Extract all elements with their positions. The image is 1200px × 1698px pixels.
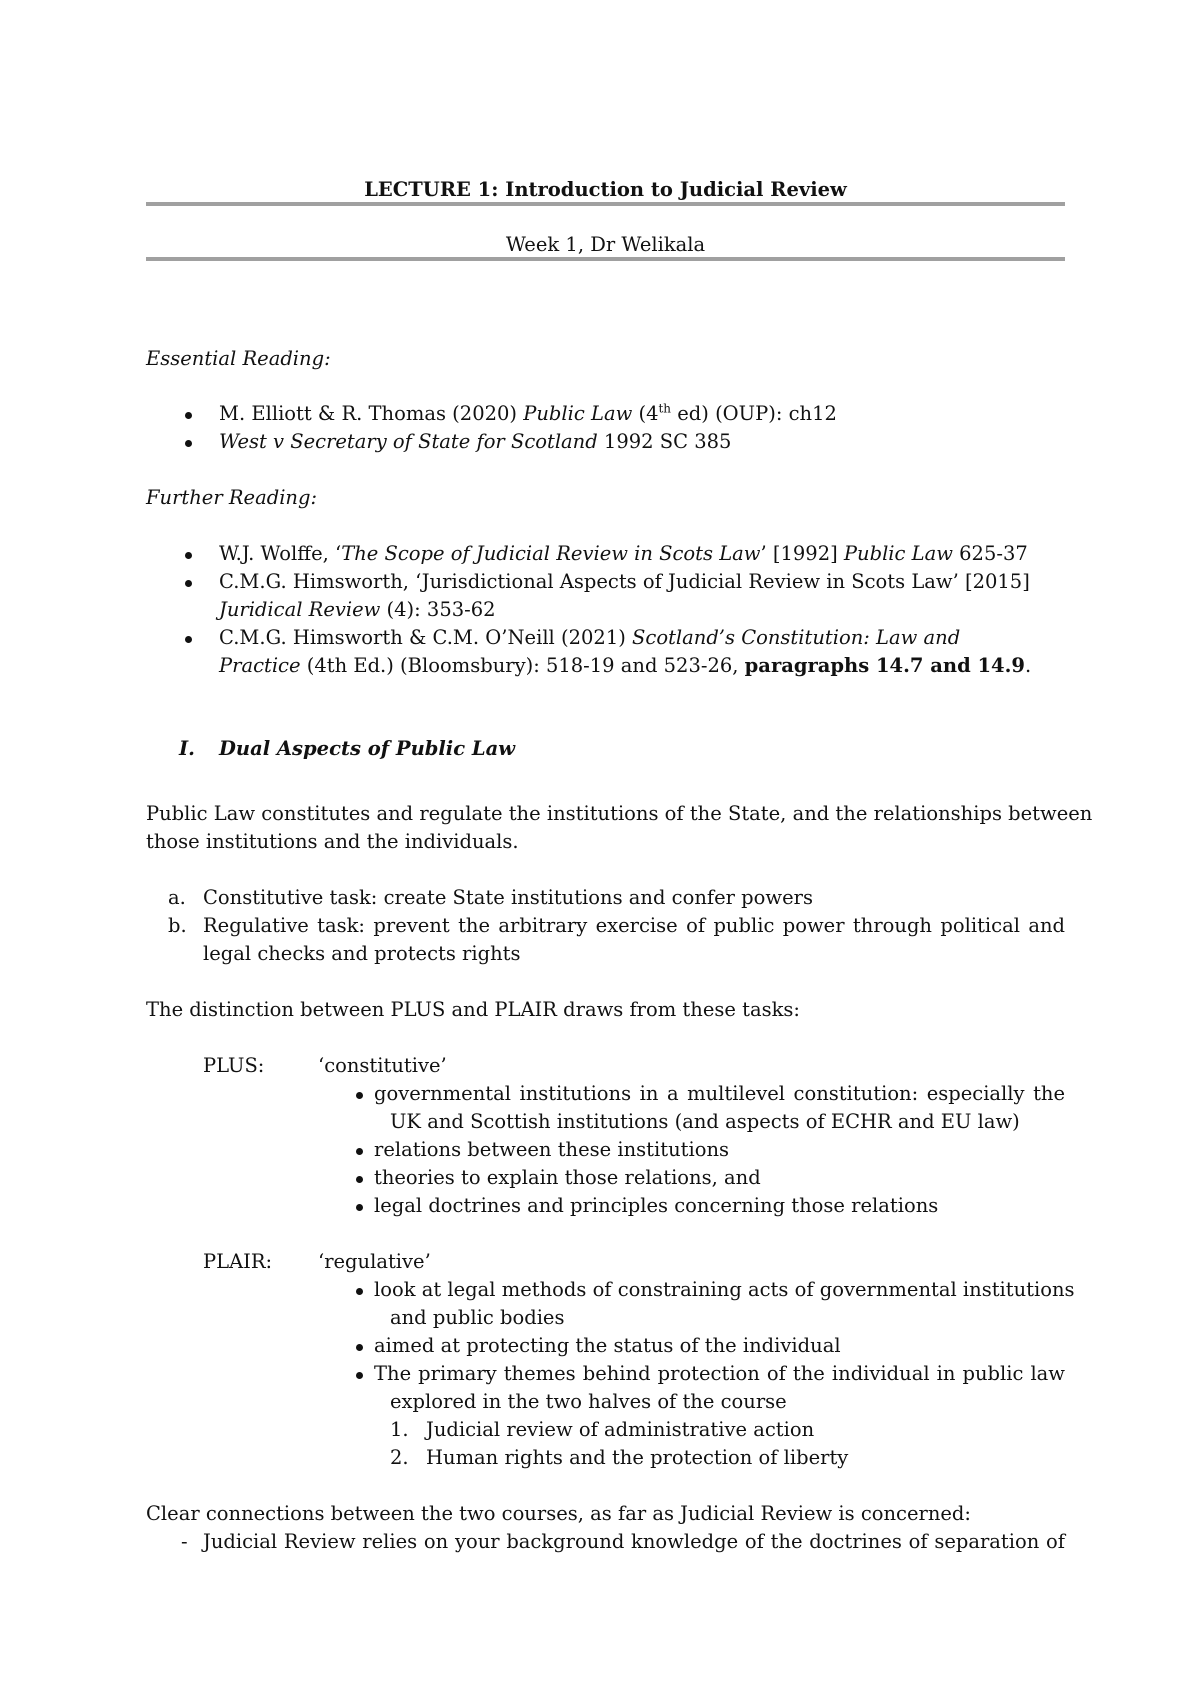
paragraph-line: those institutions and the individuals. <box>146 830 519 853</box>
item-text: (4 <box>632 402 659 425</box>
item-sup: th <box>658 401 672 416</box>
bullet-icon <box>185 552 192 559</box>
item-title: The Scope of Judicial Review in Scots Law <box>341 542 761 565</box>
plair-bullet: look at legal methods of constraining acts of governmental institutions <box>374 1278 1075 1301</box>
numbered-item: Human rights and the protection of liberty <box>426 1446 849 1469</box>
numbered-marker: 2. <box>390 1446 409 1469</box>
plus-label: PLUS: <box>203 1054 265 1077</box>
item-text: C.M.G. Himsworth & C.M. O’Neill (2021) <box>219 626 633 649</box>
plus-bullet: theories to explain those relations, and <box>374 1166 761 1189</box>
item-title: Practice <box>219 654 301 677</box>
bullet-icon <box>356 1372 363 1379</box>
dash-marker: - <box>181 1530 188 1553</box>
bullet-icon <box>185 636 192 643</box>
item-text: . <box>1024 654 1032 677</box>
item-text: W.J. Wolffe, ‘ <box>219 542 342 565</box>
item-text: 1992 SC 385 <box>597 430 732 453</box>
item-title: Scotland’s Constitution: Law and <box>632 626 961 649</box>
paragraph-line: Clear connections between the two courses, as far as Judicial Review is concerned: <box>146 1502 971 1525</box>
list-item: Constitutive task: create State institutions and confer powers <box>203 886 813 909</box>
item-text: C.M.G. Himsworth, ‘Jurisdictional Aspects of Judicial Review in Scots Law’ [2015] <box>219 570 1030 593</box>
list-marker: a. <box>168 886 186 909</box>
item-text: M. Elliott & R. Thomas (2020) <box>219 402 524 425</box>
plus-bullet: legal doctrines and principles concerning those relations <box>374 1194 939 1217</box>
plair-bullet: The primary themes behind protection of the individual in public law <box>374 1362 1065 1385</box>
paragraph-line: Public Law constitutes and regulate the institutions of the State, and the relationships between <box>146 802 1093 825</box>
bullet-icon <box>356 1092 363 1099</box>
item-text: 625-37 <box>952 542 1028 565</box>
page-subtitle: Week 1, Dr Welikala <box>505 233 706 256</box>
bullet-icon <box>185 412 192 419</box>
bullet-icon <box>185 440 192 447</box>
numbered-marker: 1. <box>390 1418 409 1441</box>
list-item: Regulative task: prevent the arbitrary exercise of public power through political and <box>203 914 1065 937</box>
essential-reading-item <box>219 400 837 428</box>
item-title: Public Law <box>523 402 633 425</box>
item-title: West v Secretary of State for Scotland <box>219 430 598 453</box>
list-marker: b. <box>168 914 187 937</box>
bullet-icon <box>356 1176 363 1183</box>
plair-bullet: and public bodies <box>390 1306 565 1329</box>
plair-bullet: aimed at protecting the status of the individual <box>374 1334 841 1357</box>
item-title: Public Law <box>843 542 953 565</box>
plus-bullet: relations between these institutions <box>374 1138 730 1161</box>
numbered-item: Judicial review of administrative action <box>426 1418 815 1441</box>
plair-label: PLAIR: <box>203 1250 273 1273</box>
plus-bullet: governmental institutions in a multilevel constitution: especially the <box>374 1082 1065 1105</box>
item-text: (4th Ed.) (Bloomsbury): 518-19 and 523-26, <box>300 654 745 677</box>
plus-type: ‘constitutive’ <box>318 1054 447 1077</box>
title-rule <box>146 202 1065 206</box>
bullet-icon <box>356 1288 363 1295</box>
essential-reading-heading: Essential Reading: <box>146 347 331 370</box>
essential-reading-item <box>219 428 731 456</box>
bullet-icon <box>356 1148 363 1155</box>
page-title: LECTURE 1: Introduction to Judicial Review <box>364 178 847 201</box>
section-heading: Dual Aspects of Public Law <box>219 737 515 760</box>
further-reading-item <box>219 540 1028 568</box>
item-text: ed) (OUP): ch12 <box>671 402 837 425</box>
section-numeral: I. <box>179 737 195 760</box>
plair-type: ‘regulative’ <box>318 1250 431 1273</box>
item-title: Juridical Review <box>219 598 381 621</box>
subtitle-rule <box>146 257 1065 261</box>
further-reading-heading: Further Reading: <box>146 486 318 509</box>
plair-bullet: explored in the two halves of the course <box>390 1390 787 1413</box>
further-reading-item <box>219 568 1030 624</box>
bullet-icon <box>356 1344 363 1351</box>
list-item: legal checks and protects rights <box>203 942 521 965</box>
item-text: ’ [1992] <box>760 542 844 565</box>
item-text: (4): 353-62 <box>380 598 496 621</box>
plus-bullet: UK and Scottish institutions (and aspects of ECHR and EU law) <box>390 1110 1020 1133</box>
bullet-icon <box>185 580 192 587</box>
bullet-icon <box>356 1204 363 1211</box>
paragraph-line: The distinction between PLUS and PLAIR draws from these tasks: <box>146 998 800 1021</box>
further-reading-item <box>219 624 1031 680</box>
dash-item: Judicial Review relies on your background knowledge of the doctrines of separation of <box>203 1530 1065 1553</box>
item-emphasis: paragraphs 14.7 and 14.9 <box>744 654 1025 677</box>
